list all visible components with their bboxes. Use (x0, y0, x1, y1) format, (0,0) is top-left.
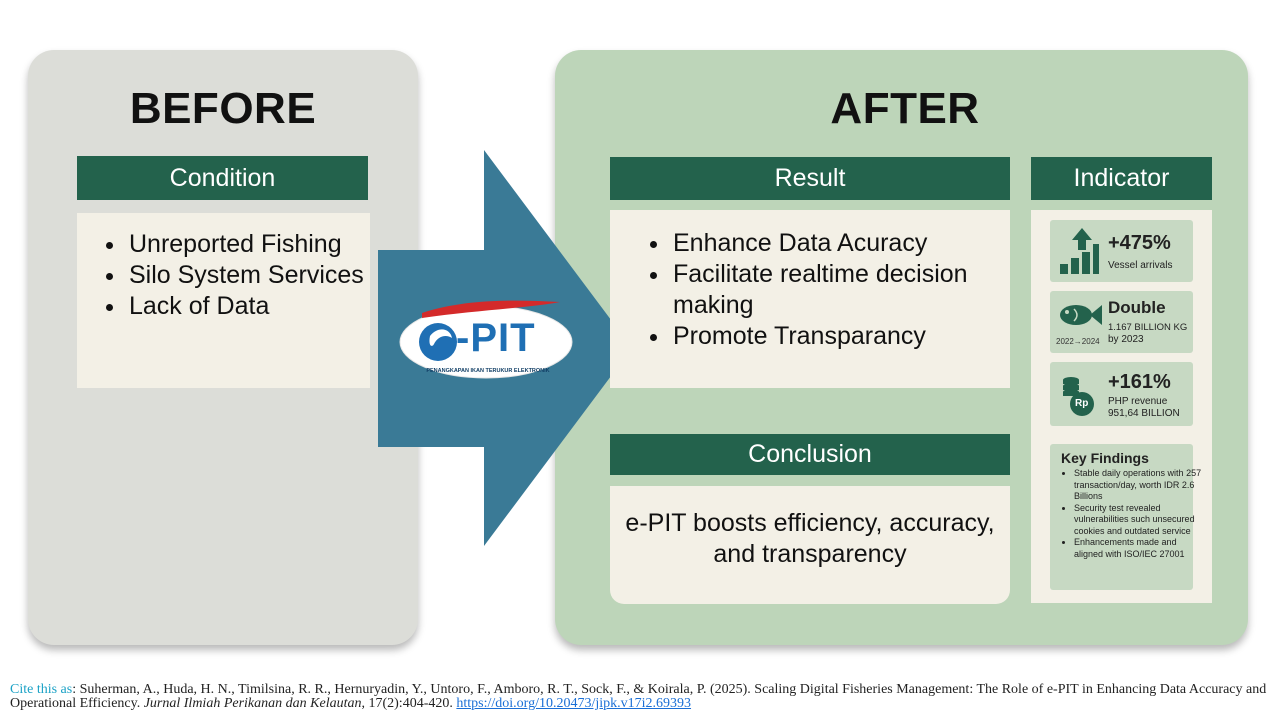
indicator-value: Double (1108, 298, 1166, 317)
result-item: • Promote Transparancy (671, 321, 1010, 352)
condition-box (77, 213, 370, 388)
indicator-card-production (1050, 291, 1193, 353)
conclusion-header: Conclusion (610, 434, 1010, 475)
epit-logo-text: -PIT (456, 316, 536, 360)
money-coin-icon (1058, 370, 1100, 418)
citation-authors: : Suherman, A., Huda, H. N., Timilsina, R. R., Hernuryadin, Y., Untoro, F., Amboro, R. T., Sock, F., & Koirala, P. (2025). Scaling Digital Fisheries Management: The Role of e-PIT in Enhancing Data Accuracy and Operational Efficiency. (10, 682, 1267, 711)
conclusion-text: e-PIT boosts efficiency, accuracy, and transparency (625, 509, 995, 568)
condition-item: • Lack of Data (127, 291, 370, 322)
condition-header: Condition (77, 156, 368, 200)
indicator-label: Vessel arrivals (1108, 260, 1173, 271)
condition-item: • Silo System Services (127, 260, 370, 291)
citation-journal: Jurnal Ilmiah Perikanan dan Kelautan (143, 696, 362, 711)
result-box (610, 210, 1010, 388)
coin-icon-label: Rp (1075, 398, 1089, 409)
citation (10, 683, 1272, 711)
indicator-label: by 2023 (1108, 334, 1144, 345)
result-header: Result (610, 157, 1010, 200)
result-item: • Facilitate realtime decision making (671, 259, 1010, 321)
result-item: • Enhance Data Acuracy (671, 228, 1010, 259)
citation-volume: , 17(2):404-420. (361, 696, 457, 711)
epit-tagline: PENANGKAPAN IKAN TERUKUR ELEKTRONIK (426, 368, 550, 374)
doi-link[interactable]: https://doi.org/10.20473/jipk.v17i2.69393 (456, 696, 692, 711)
citation-label: Cite this as (10, 682, 73, 697)
indicator-header: Indicator (1031, 157, 1212, 200)
indicator-label: 951,64 BILLION (1108, 408, 1180, 419)
indicator-label: 1.167 BILLION KG (1108, 322, 1188, 333)
growth-arrow-icon (1058, 226, 1100, 276)
fish-icon (1056, 299, 1104, 331)
key-findings-list (1060, 468, 1202, 560)
result-list (610, 228, 1010, 352)
condition-list (77, 229, 370, 322)
indicator-card-vessel (1050, 220, 1193, 282)
indicator-value: +475% (1108, 232, 1171, 254)
fish-icon-label: 2022→2024 (1056, 337, 1100, 346)
key-finding-item: • Enhancements made and aligned with ISO/IEC 27001 (1074, 537, 1202, 560)
indicator-value: +161% (1108, 371, 1171, 393)
key-finding-item: • Security test revealed vulnerabilities such unsecured cookies and outdated service (1074, 503, 1202, 538)
key-finding-item: • Stable daily operations with 257 transaction/day, worth IDR 2.6 Billions (1074, 468, 1202, 503)
indicator-card-revenue (1050, 362, 1193, 426)
key-findings-title: Key Findings (1061, 450, 1149, 466)
before-title: BEFORE (129, 84, 317, 133)
condition-item: • Unreported Fishing (127, 229, 370, 260)
indicator-label: PHP revenue (1108, 396, 1168, 407)
after-title: AFTER (830, 84, 980, 133)
epit-logo (398, 296, 574, 382)
